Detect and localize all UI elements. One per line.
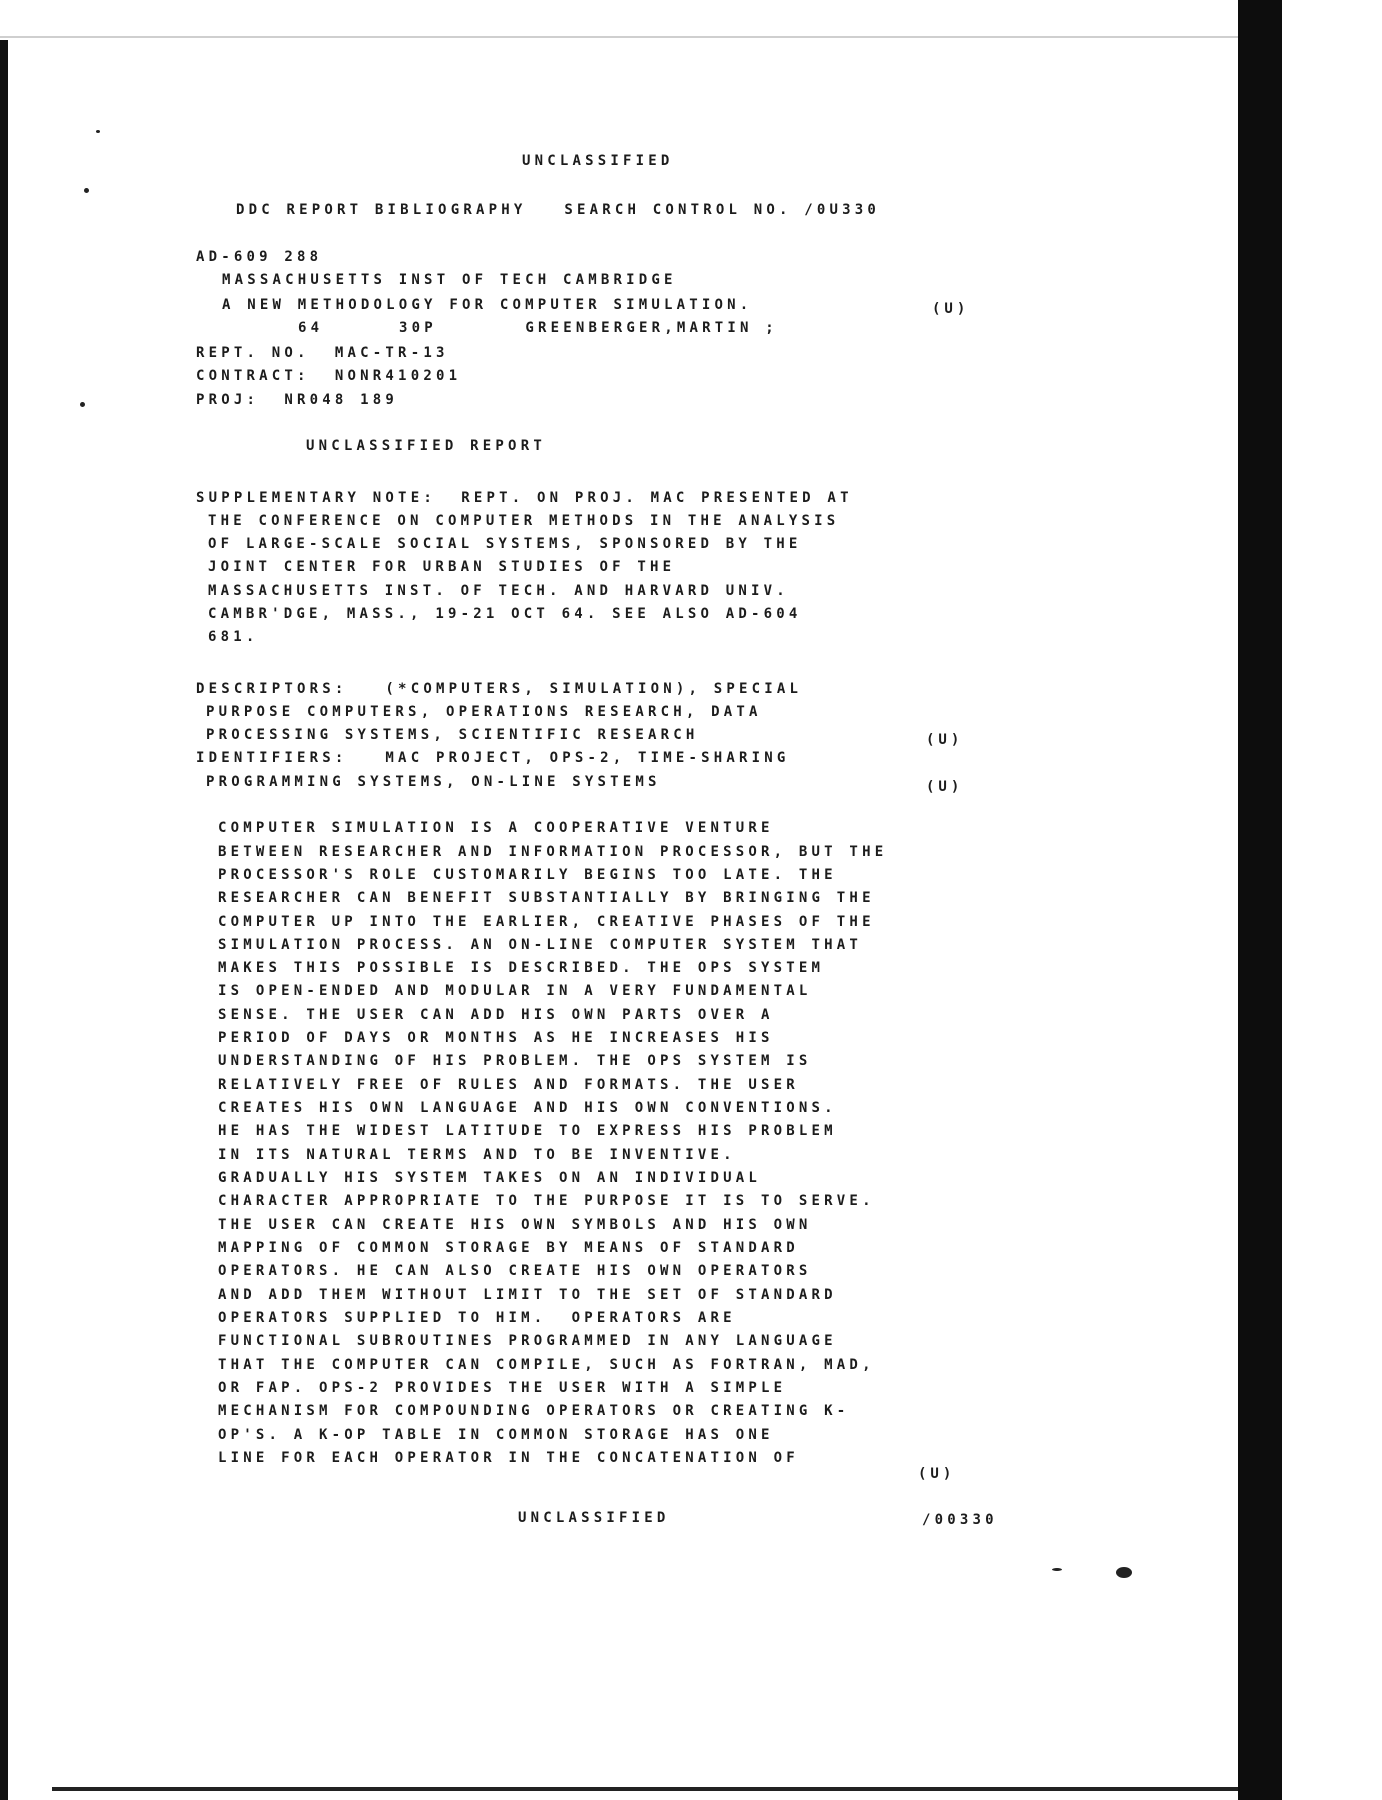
scan-margin-right xyxy=(1282,0,1382,1800)
ad-number: AD-609 288 xyxy=(196,249,323,265)
abstract-line: UNDERSTANDING OF HIS PROBLEM. THE OPS SYSTEM IS xyxy=(218,1053,812,1069)
abstract-line: MAPPING OF COMMON STORAGE BY MEANS OF STANDARD xyxy=(218,1240,799,1256)
report-classification: UNCLASSIFIED REPORT xyxy=(306,438,546,454)
abstract-line: IS OPEN-ENDED AND MODULAR IN A VERY FUNDAMENTAL xyxy=(218,983,812,999)
descriptors-line: PROCESSING SYSTEMS, SCIENTIFIC RESEARCH xyxy=(206,727,699,743)
abstract-line: CHARACTER APPROPRIATE TO THE PURPOSE IT IS TO SERVE. xyxy=(218,1193,875,1209)
report-title: A NEW METHODOLOGY FOR COMPUTER SIMULATION. xyxy=(222,297,753,313)
scan-edge-right xyxy=(1238,0,1282,1800)
descriptors-line: PURPOSE COMPUTERS, OPERATIONS RESEARCH, DATA xyxy=(206,704,762,720)
scan-edge-top xyxy=(0,36,1240,38)
abstract-line: SENSE. THE USER CAN ADD HIS OWN PARTS OVER A xyxy=(218,1007,774,1023)
abstract-line: OPERATORS. HE CAN ALSO CREATE HIS OWN OPERATORS xyxy=(218,1263,812,1279)
abstract-line: AND ADD THEM WITHOUT LIMIT TO THE SET OF STANDARD xyxy=(218,1287,837,1303)
abstract-line: COMPUTER SIMULATION IS A COOPERATIVE VENTURE xyxy=(218,820,774,836)
note-line: MASSACHUSETTS INST. OF TECH. AND HARVARD UNIV. xyxy=(208,583,789,599)
abstract-line: HE HAS THE WIDEST LATITUDE TO EXPRESS HIS PROBLEM xyxy=(218,1123,837,1139)
footer-control-number: /00330 xyxy=(922,1512,998,1528)
scan-speck xyxy=(1116,1567,1132,1578)
scan-speck xyxy=(84,188,89,193)
identifiers-line: IDENTIFIERS: MAC PROJECT, OPS-2, TIME-SHARING xyxy=(196,750,790,766)
abstract-line: IN ITS NATURAL TERMS AND TO BE INVENTIVE. xyxy=(218,1147,736,1163)
institution: MASSACHUSETTS INST OF TECH CAMBRIDGE xyxy=(222,272,677,288)
abstract-line: OPERATORS SUPPLIED TO HIM. OPERATORS ARE xyxy=(218,1310,736,1326)
abstract-line: FUNCTIONAL SUBROUTINES PROGRAMMED IN ANY LANGUAGE xyxy=(218,1333,837,1349)
abstract-line: MECHANISM FOR COMPOUNDING OPERATORS OR CREATING K- xyxy=(218,1403,850,1419)
project: PROJ: NR048 189 xyxy=(196,392,399,408)
contract: CONTRACT: NONR410201 xyxy=(196,368,462,384)
note-line: SUPPLEMENTARY NOTE: REPT. ON PROJ. MAC PRESENTED AT xyxy=(196,490,853,506)
abstract-line: OR FAP. OPS-2 PROVIDES THE USER WITH A SIMPLE xyxy=(218,1380,787,1396)
title-classification-mark: (U) xyxy=(932,301,970,317)
abstract-line: GRADUALLY HIS SYSTEM TAKES ON AN INDIVIDUAL xyxy=(218,1170,762,1186)
classification-bottom: UNCLASSIFIED xyxy=(518,1510,670,1526)
identifiers-line: PROGRAMMING SYSTEMS, ON-LINE SYSTEMS xyxy=(206,774,661,790)
descriptors-classification-mark: (U) xyxy=(926,732,964,748)
abstract-line: THE USER CAN CREATE HIS OWN SYMBOLS AND HIS OWN xyxy=(218,1217,812,1233)
identifiers-classification-mark: (U) xyxy=(926,779,964,795)
note-line: 681. xyxy=(208,629,259,645)
abstract-line: PROCESSOR'S ROLE CUSTOMARILY BEGINS TOO LATE. THE xyxy=(218,867,837,883)
abstract-line: RELATIVELY FREE OF RULES AND FORMATS. THE USER xyxy=(218,1077,799,1093)
note-line: THE CONFERENCE ON COMPUTER METHODS IN THE ANALYSIS xyxy=(208,513,840,529)
classification-top: UNCLASSIFIED xyxy=(522,153,674,169)
note-line: JOINT CENTER FOR URBAN STUDIES OF THE xyxy=(208,559,676,575)
report-number: REPT. NO. MAC-TR-13 xyxy=(196,345,449,361)
descriptors-line: DESCRIPTORS: (*COMPUTERS, SIMULATION), SPECIAL xyxy=(196,681,803,697)
scan-speck xyxy=(96,130,100,133)
abstract-line: RESEARCHER CAN BENEFIT SUBSTANTIALLY BY BRINGING THE xyxy=(218,890,875,906)
scan-edge-bottom xyxy=(52,1787,1238,1791)
abstract-line: SIMULATION PROCESS. AN ON-LINE COMPUTER SYSTEM THAT xyxy=(218,937,863,953)
note-line: CAMBR'DGE, MASS., 19-21 OCT 64. SEE ALSO AD-604 xyxy=(208,606,802,622)
abstract-line: OP'S. A K-OP TABLE IN COMMON STORAGE HAS ONE xyxy=(218,1427,774,1443)
note-line: OF LARGE-SCALE SOCIAL SYSTEMS, SPONSORED BY THE xyxy=(208,536,802,552)
scan-edge-left xyxy=(0,40,8,1800)
abstract-line: THAT THE COMPUTER CAN COMPILE, SUCH AS FORTRAN, MAD, xyxy=(218,1357,875,1373)
date-pages-author: 64 30P GREENBERGER,MARTIN ; xyxy=(298,320,778,336)
abstract-classification-mark: (U) xyxy=(918,1466,956,1482)
abstract-line: BETWEEN RESEARCHER AND INFORMATION PROCESSOR, BUT THE xyxy=(218,844,888,860)
abstract-line: COMPUTER UP INTO THE EARLIER, CREATIVE PHASES OF THE xyxy=(218,914,875,930)
abstract-line: CREATES HIS OWN LANGUAGE AND HIS OWN CONVENTIONS. xyxy=(218,1100,837,1116)
scan-speck xyxy=(80,402,85,407)
abstract-line: LINE FOR EACH OPERATOR IN THE CONCATENATION OF xyxy=(218,1450,799,1466)
scan-speck xyxy=(1052,1568,1062,1571)
abstract-line: PERIOD OF DAYS OR MONTHS AS HE INCREASES HIS xyxy=(218,1030,774,1046)
abstract-line: MAKES THIS POSSIBLE IS DESCRIBED. THE OPS SYSTEM xyxy=(218,960,825,976)
bibliography-title: DDC REPORT BIBLIOGRAPHY SEARCH CONTROL NO. /0U330 xyxy=(236,202,881,218)
